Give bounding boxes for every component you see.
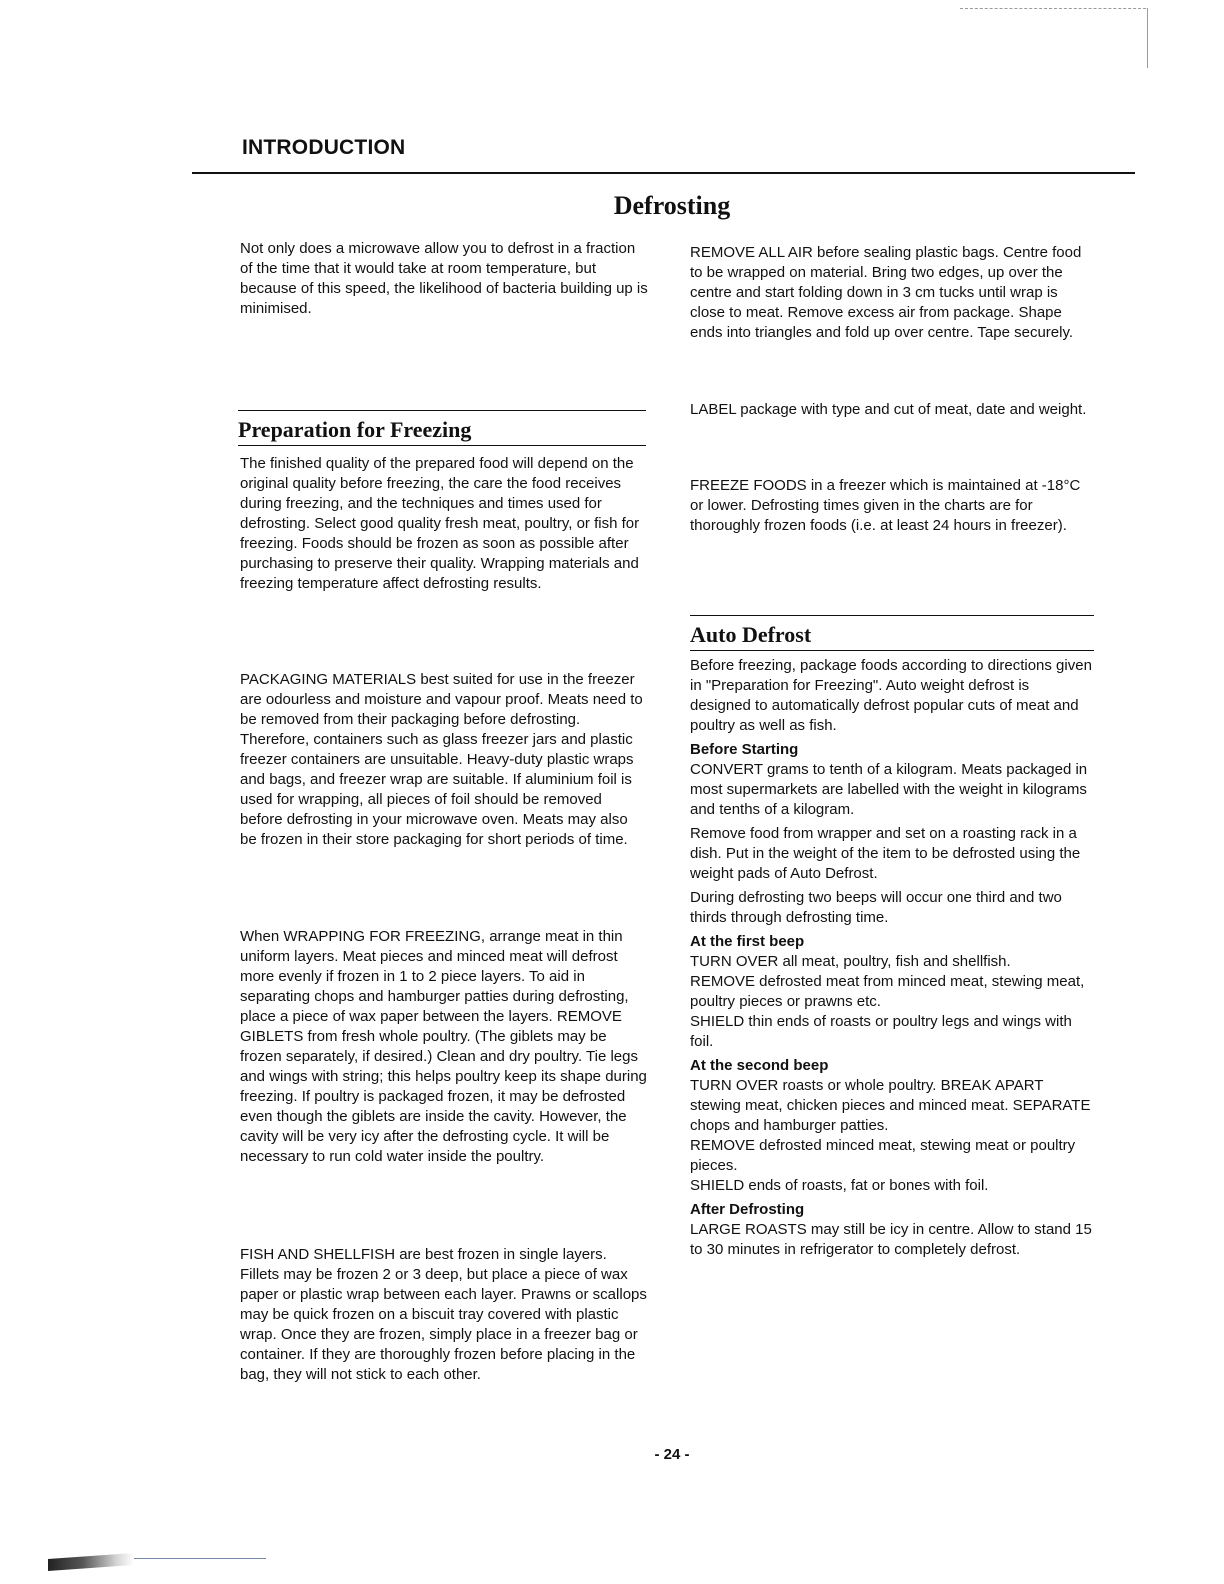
fish-paragraph bbox=[240, 1245, 648, 1385]
after-defrosting-label: After Defrosting bbox=[690, 1201, 805, 1218]
freeze-paragraph bbox=[690, 476, 1094, 536]
after-defrosting-text: LARGE ROASTS may still be icy in centre. Allow to stand 15 to 30 minutes in refrigerator to completely defrost. bbox=[690, 1221, 1092, 1258]
first-beep-shield-text: SHIELD thin ends of roasts or poultry legs and wings with foil. bbox=[690, 1013, 1072, 1050]
remove-food-text: Remove food from wrapper and set on a roasting rack in a dish. Put in the weight of the item to be defrosted using the weight pads of Auto Defrost. bbox=[690, 825, 1081, 882]
preparation-heading: Preparation for Freezing bbox=[238, 410, 646, 446]
freeze-text: FREEZE FOODS in a freezer which is maintained at -18°C or lower. Defrosting times given in the charts are for thoroughly frozen foods (i.e. at least 24 hours in freezer). bbox=[690, 477, 1081, 534]
second-beep-remove-text: REMOVE defrosted minced meat, stewing meat or poultry pieces. bbox=[690, 1137, 1076, 1174]
section-heading: INTRODUCTION bbox=[242, 136, 406, 159]
beeps-text: During defrosting two beeps will occur one third and two thirds through defrosting time. bbox=[690, 889, 1062, 926]
remove-air-text: REMOVE ALL AIR before sealing plastic bags. Centre food to be wrapped on material. Bring two edges, up over the centre and start folding down in 3 cm tucks until wrap is close to meat. Remove excess air from package. Shape ends into triangles and fold up over centre. Tape securely. bbox=[690, 244, 1082, 341]
before-starting-text: CONVERT grams to tenth of a kilogram. Meats packaged in most supermarkets are labelled with the weight in kilograms and tenths of a kilogram. bbox=[690, 761, 1088, 818]
page-title: Defrosting bbox=[613, 191, 731, 220]
first-beep-label: At the first beep bbox=[690, 933, 805, 950]
page-number: - 24 - bbox=[654, 1446, 690, 1463]
auto-defrost-body bbox=[690, 656, 1094, 1260]
wrapping-text: When WRAPPING FOR FREEZING, arrange meat in thin uniform layers. Meat pieces and minced meat will defrost more evenly if frozen in 1 to 2 piece layers. To aid in separating chops and hamburger patties during defrosting, place a piece of wax paper between the layers. REMOVE GIBLETS from fresh whole poultry. (The giblets may be frozen separately, if desired.) Clean and dry poultry. Tie legs and wings with string; this helps poultry keep its shape during freezing. If poultry is packaged frozen, it may be defrosted even though the giblets are inside the cavity. However, the cavity will be very icy after the defrosting cycle. It will be necessary to run cold water inside the poultry. bbox=[240, 928, 647, 1165]
preparation-text: The finished quality of the prepared food will depend on the original quality before freezing, the care the food receives during freezing, and the techniques and times used for defrosting. Select good quality fresh meat, poultry, or fish for freezing. Foods should be frozen as soon as possible after purchasing to preserve their quality. Wrapping materials and freezing temperature affect defrosting results. bbox=[240, 455, 640, 592]
intro-paragraph bbox=[240, 239, 648, 319]
packaging-text: PACKAGING MATERIALS best suited for use in the freezer are odourless and moisture and vapour proof. Meats need to be removed from their packaging before defrosting. Therefore, containers such as glass freezer jars and plastic freezer containers are unsuitable. Heavy-duty plastic wraps and bags, and freezer wrap are suitable. If aluminium foil is used for wrapping, all pieces of foil should be removed before defrosting in your microwave oven. Meats may also be frozen in their store packaging for short periods of time. bbox=[240, 671, 643, 848]
auto-defrost-heading: Auto Defrost bbox=[690, 615, 1094, 651]
label-paragraph bbox=[690, 400, 1094, 420]
heading-rule bbox=[192, 172, 1135, 174]
scan-edge-line bbox=[960, 8, 1146, 9]
auto-intro-text: Before freezing, package foods according to directions given in "Preparation for Freezing". Auto weight defrost is designed to automatically defrost popular cuts of meat and poultry as well as fish. bbox=[690, 657, 1092, 734]
second-beep-label: At the second beep bbox=[690, 1057, 829, 1074]
packaging-paragraph bbox=[240, 670, 648, 850]
first-beep-remove-text: REMOVE defrosted meat from minced meat, stewing meat, poultry pieces or prawns etc. bbox=[690, 973, 1085, 1010]
remove-air-paragraph bbox=[690, 243, 1094, 343]
fish-text: FISH AND SHELLFISH are best frozen in single layers. Fillets may be frozen 2 or 3 deep, but place a piece of wax paper or plastic wrap between each layer. Prawns or scallops may be quick frozen on a biscuit tray covered with plastic wrap. Once they are frozen, simply place in a freezer bag or container. If they are thoroughly frozen before placing in the bag, they will not stick to each other. bbox=[240, 1246, 647, 1383]
scan-edge-line bbox=[134, 1558, 266, 1559]
scan-smudge bbox=[48, 1553, 134, 1571]
preparation-paragraph bbox=[240, 454, 648, 594]
before-starting-label: Before Starting bbox=[690, 741, 799, 758]
scan-edge-line bbox=[1147, 8, 1148, 68]
first-beep-turn-text: TURN OVER all meat, poultry, fish and shellfish. bbox=[690, 953, 1011, 970]
label-text: LABEL package with type and cut of meat, date and weight. bbox=[690, 401, 1087, 418]
wrapping-paragraph bbox=[240, 927, 648, 1167]
second-beep-turn-text: TURN OVER roasts or whole poultry. BREAK APART stewing meat, chicken pieces and minced meat. SEPARATE chops and hamburger patties. bbox=[690, 1077, 1091, 1134]
intro-text: Not only does a microwave allow you to defrost in a fraction of the time that it would take at room temperature, but because of this speed, the likelihood of bacteria building up is minimised. bbox=[240, 240, 648, 317]
second-beep-shield-text: SHIELD ends of roasts, fat or bones with foil. bbox=[690, 1177, 989, 1194]
